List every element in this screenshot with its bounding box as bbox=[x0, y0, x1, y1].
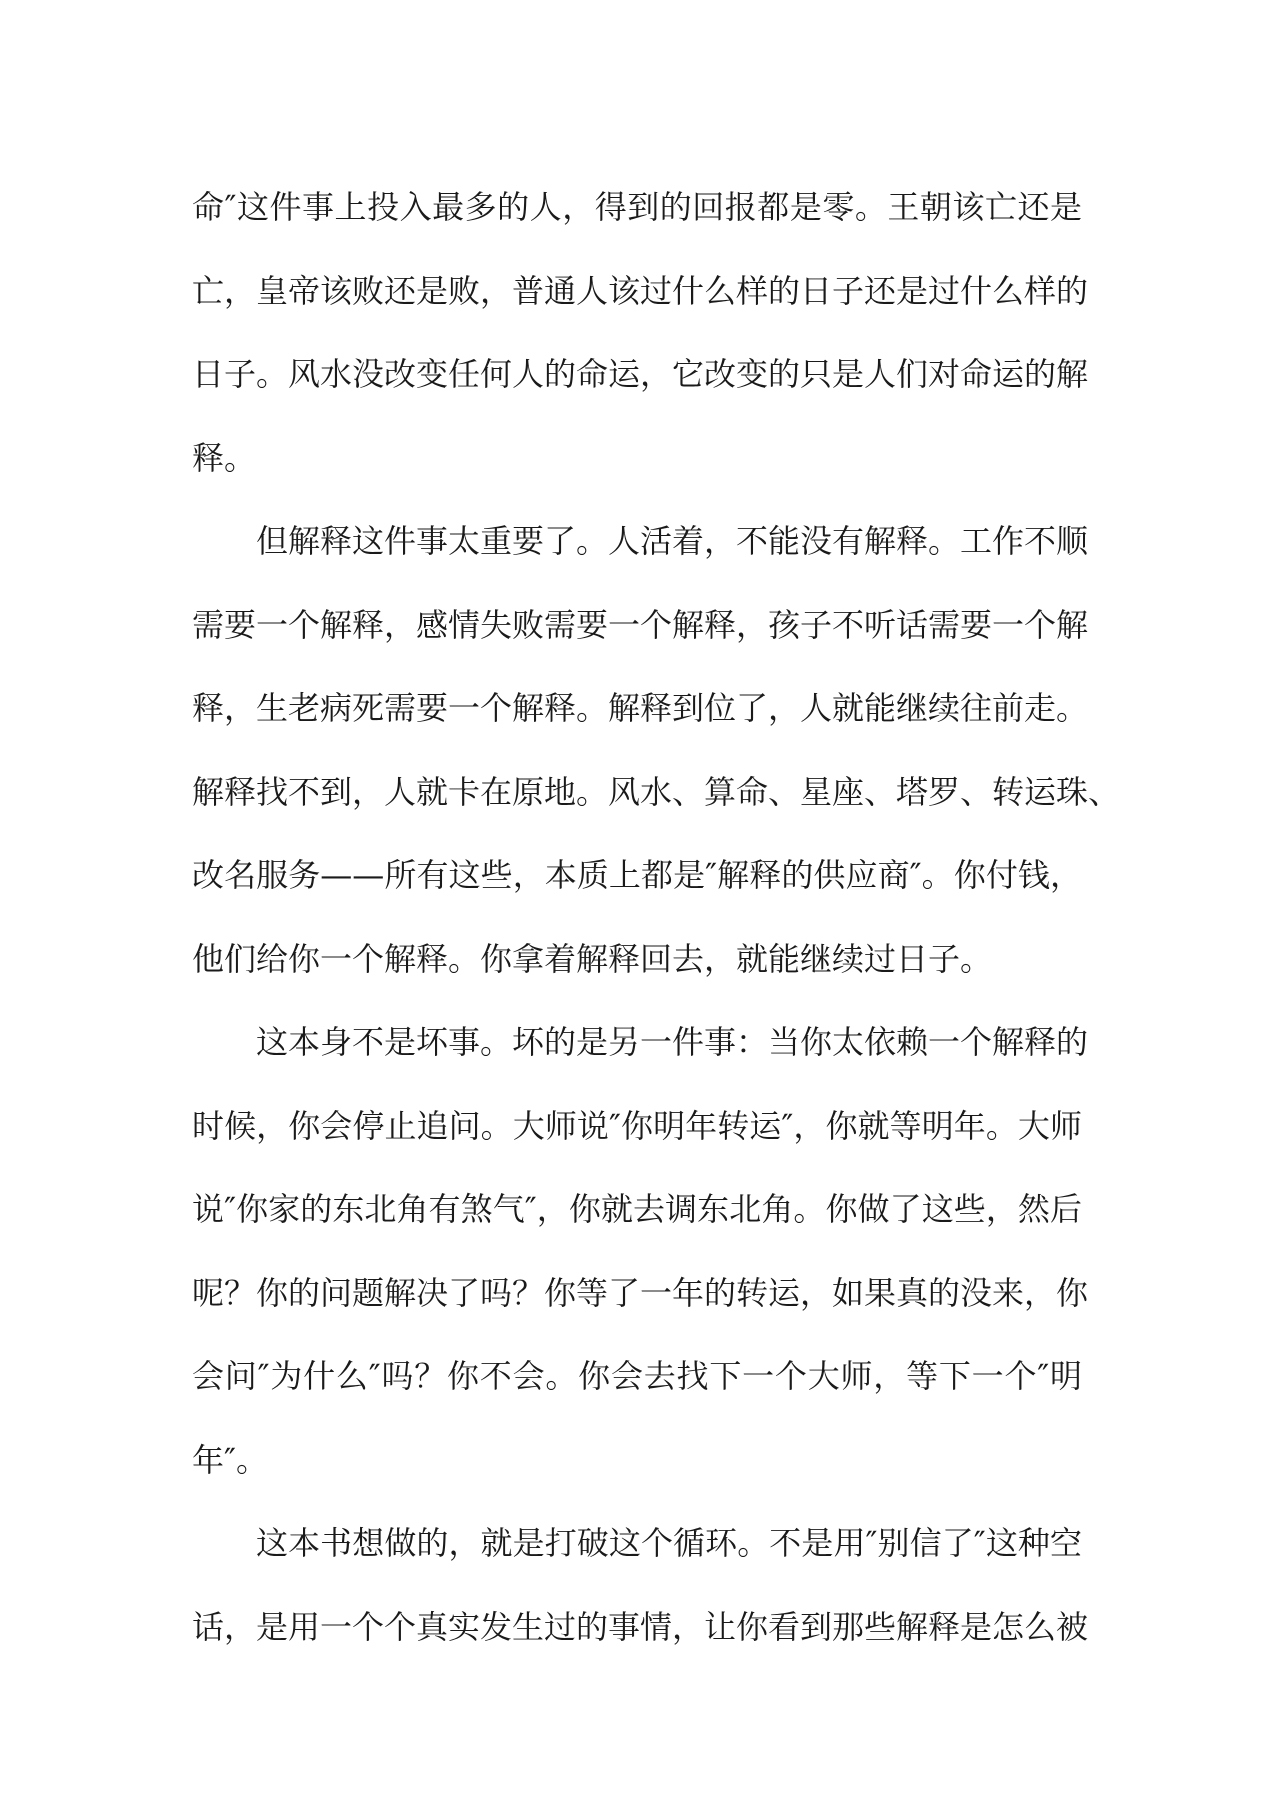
text-line: 但解释这件事太重要了。人活着，不能没有解释。工作不顺 bbox=[256, 522, 1089, 560]
text-line: 日子。风水没改变任何人的命运，它改变的只是人们对命运的解 bbox=[192, 355, 1089, 393]
text-line: 话，是用一个个真实发生过的事情，让你看到那些解释是怎么被 bbox=[192, 1607, 1089, 1646]
text-line: 说″你家的东北角有煞气″，你就去调东北角。你做了这些，然后 bbox=[192, 1190, 1082, 1228]
text-line: 释。 bbox=[192, 438, 257, 477]
text-line: 亡，皇帝该败还是败，普通人该过什么样的日子还是过什么样的 bbox=[192, 271, 1089, 310]
text-line: 释，生老病死需要一个解释。解释到位了，人就能继续往前走。 bbox=[192, 689, 1089, 727]
text-line: 他们给你一个解释。你拿着解释回去，就能继续过日子。 bbox=[192, 939, 993, 978]
body-text bbox=[192, 166, 1121, 1669]
text-line: 这本书想做的，就是打破这个循环。不是用″别信了″这种空 bbox=[256, 1524, 1082, 1562]
text-line: 呢？你的问题解决了吗？你等了一年的转运，如果真的没来，你 bbox=[192, 1273, 1089, 1312]
text-line: 需要一个解释，感情失败需要一个解释，孩子不听话需要一个解 bbox=[192, 605, 1089, 644]
text-line: 这本身不是坏事。坏的是另一件事：当你太依赖一个解释的 bbox=[256, 1023, 1089, 1061]
text-line: 会问″为什么″吗？你不会。你会去找下一个大师，等下一个″明 bbox=[192, 1357, 1082, 1395]
text-line: 解释找不到，人就卡在原地。风水、算命、星座、塔罗、转运珠、 bbox=[192, 772, 1121, 811]
text-line: 年″。 bbox=[192, 1440, 268, 1479]
text-line: 改名服务——所有这些，本质上都是″解释的供应商″。你付钱， bbox=[192, 856, 1082, 894]
text-line: 命″这件事上投入最多的人，得到的回报都是零。王朝该亡还是 bbox=[192, 188, 1082, 226]
text-line: 时候，你会停止追问。大师说″你明年转运″，你就等明年。大师 bbox=[192, 1106, 1082, 1145]
